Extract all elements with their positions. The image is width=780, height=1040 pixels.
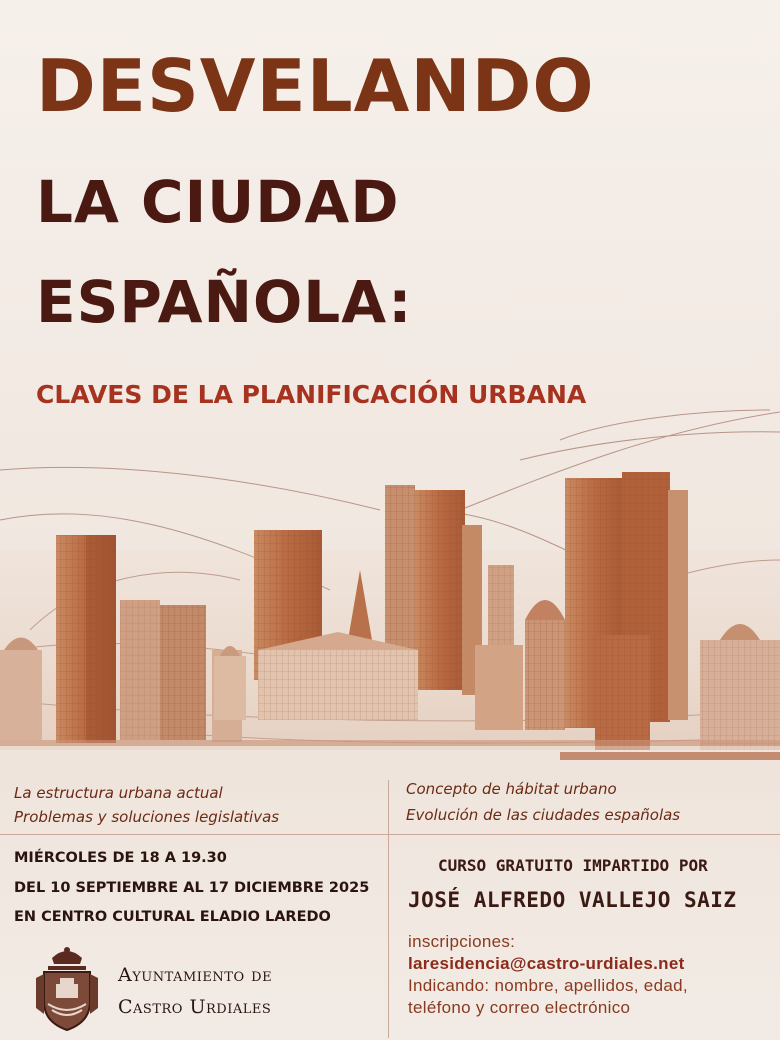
title-line-1: DESVELANDO xyxy=(36,44,595,128)
registration-email[interactable]: laresidencia@castro-urdiales.net xyxy=(408,954,685,973)
lecturer-name: JOSÉ ALFREDO VALLEJO SAIZ xyxy=(408,888,737,912)
title-line-3: ESPAÑOLA: xyxy=(36,268,413,336)
subtitle: CLAVES DE LA PLANIFICACIÓN URBANA xyxy=(36,380,587,409)
topic-right-1: Concepto de hábitat urbano xyxy=(406,780,617,798)
topic-left-1: La estructura urbana actual xyxy=(14,784,223,802)
registration-instructions-2: teléfono y correo electrónico xyxy=(408,998,631,1017)
council-name-line-2: Castro Urdiales xyxy=(118,996,272,1018)
vertical-divider xyxy=(388,780,389,1038)
registration-instructions-1: Indicando: nombre, apellidos, edad, xyxy=(408,976,688,995)
course-intro: CURSO GRATUITO IMPARTIDO POR xyxy=(438,856,708,875)
council-name-line-1: Ayuntamiento de xyxy=(118,964,273,986)
schedule-dates: DEL 10 SEPTIEMBRE AL 17 DICIEMBRE 2025 xyxy=(14,880,370,896)
city-skyline-illustration xyxy=(0,400,780,790)
topic-left-2: Problemas y soluciones legislativas xyxy=(14,808,280,826)
coat-of-arms-icon xyxy=(34,944,100,1032)
horizontal-divider xyxy=(0,834,780,835)
schedule-venue: EN CENTRO CULTURAL ELADIO LAREDO xyxy=(14,909,331,925)
schedule-day-time: MIÉRCOLES DE 18 A 19.30 xyxy=(14,850,227,866)
title-line-2: LA CIUDAD xyxy=(36,168,400,236)
registration-label: inscripciones: xyxy=(408,932,516,951)
topic-right-2: Evolución de las ciudades españolas xyxy=(406,806,681,824)
